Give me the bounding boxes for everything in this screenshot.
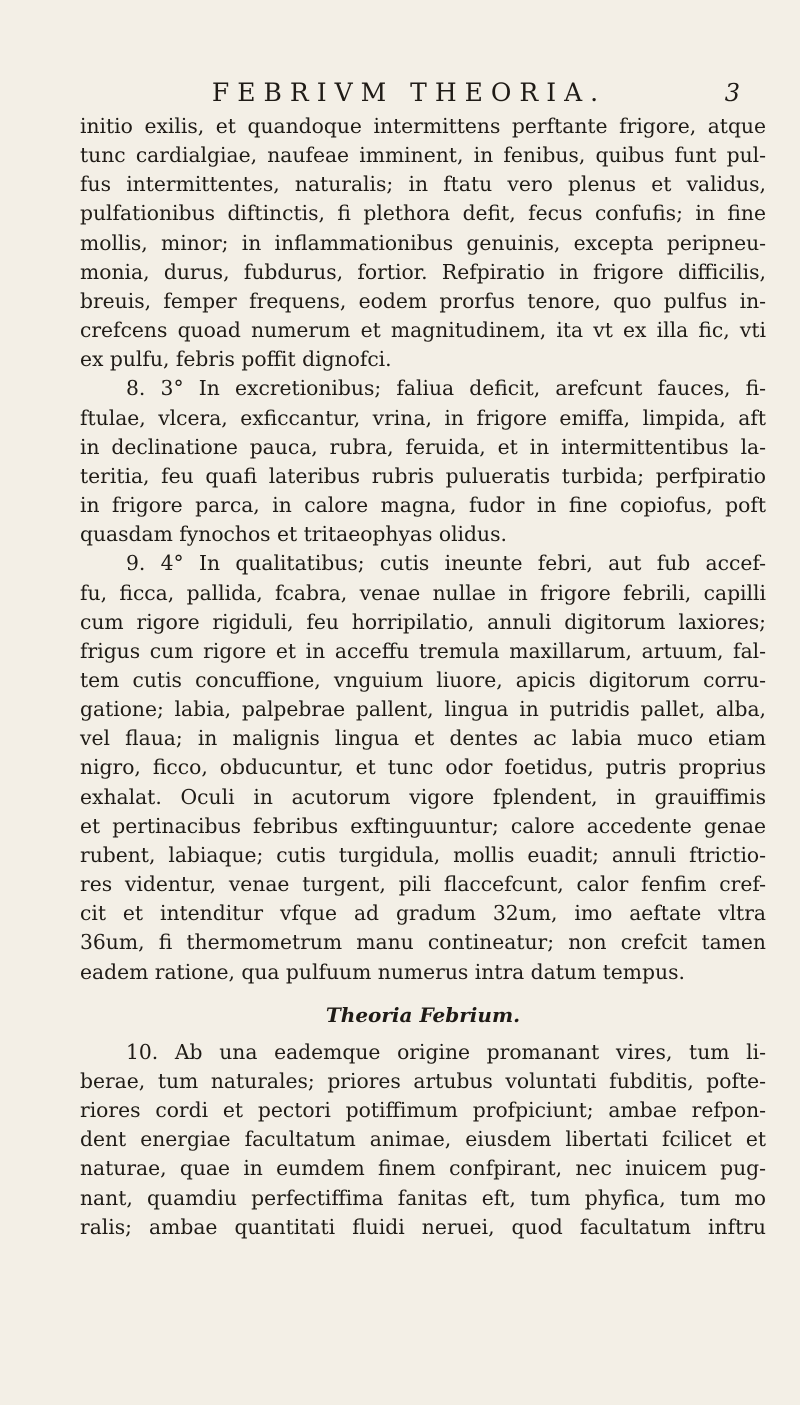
- text-line: initio exilis, et quandoque intermittens perftante frigore, atque: [80, 114, 766, 138]
- text-line: mollis, minor; in inflammationibus genuinis, excepta peripneu-: [80, 230, 766, 255]
- text-line: rubent, labiaque; cutis turgidula, mollis euadit; annuli ftrictio-: [80, 842, 766, 867]
- text-line: quasdam fynochos et tritaeophyas olidus.: [80, 522, 507, 547]
- text-line: 8. 3° In excretionibus; faliua deficit, arefcunt fauces, fi-: [126, 376, 766, 401]
- text-line: vel flaua; in malignis lingua et dentes ac labia muco etiam: [80, 726, 766, 751]
- text-line: ftulae, vlcera, exficcantur, vrina, in frigore emiffa, limpida, aft: [80, 405, 766, 430]
- page-number: 3: [724, 79, 740, 107]
- text-line: tem cutis concuffione, vnguium liuore, apicis digitorum corru-: [80, 667, 766, 692]
- text-line: in frigore parca, in calore magna, fudor in fine copiofus, poft: [80, 493, 766, 518]
- text-line: fu, ficca, pallida, fcabra, venae nullae in frigore febrili, capilli: [80, 580, 766, 605]
- text-line: dent energiae facultatum animae, eiusdem libertati fcilicet et: [80, 1127, 766, 1152]
- text-line: fus intermittentes, naturalis; in ftatu vero plenus et validus,: [80, 172, 766, 197]
- text-line: monia, durus, fubdurus, fortior. Refpiratio in frigore difficilis,: [80, 259, 766, 284]
- text-line: berae, tum naturales; priores artubus voluntati fubditis, pofte-: [80, 1069, 766, 1093]
- text-line: naturae, quae in eumdem finem confpirant, nec inuicem pug-: [80, 1156, 766, 1181]
- text-line: ex pulfu, febris poffit dignofci.: [80, 347, 392, 372]
- text-line: 36um, fi thermometrum manu contineatur; non crefcit tamen: [80, 930, 766, 955]
- text-line: nant, quamdiu perfectiffima fanitas eft, tum phyfica, tum mo: [80, 1185, 766, 1210]
- text-line: in declinatione pauca, rubra, feruida, et in intermittentibus la-: [80, 434, 766, 459]
- running-title: FEBRIVM THEORIA.: [211, 78, 607, 107]
- text-line: 10. Ab una eademque origine promanant vires, tum li-: [126, 1039, 766, 1064]
- text-line: riores cordi et pectori potiffimum profpiciunt; ambae refpon-: [80, 1098, 766, 1123]
- text-line: cum rigore rigiduli, feu horripilatio, annuli digitorum laxiores;: [80, 609, 766, 634]
- text-line: tunc cardialgiae, naufeae imminent, in fenibus, quibus funt pul-: [80, 143, 766, 168]
- text-line: nigro, ficco, obducuntur, et tunc odor foetidus, putris proprius: [80, 755, 766, 780]
- page-header: [88, 78, 740, 107]
- text-line: cit et intenditur vfque ad gradum 32um, imo aeftate vltra: [80, 901, 766, 926]
- text-line: eadem ratione, qua pulfuum numerus intra datum tempus.: [80, 959, 685, 984]
- body-text: [80, 112, 766, 1242]
- text-line: 9. 4° In qualitatibus; cutis ineunte febri, aut fub accef-: [126, 551, 766, 576]
- text-line: breuis, femper frequens, eodem prorfus tenore, quo pulfus in-: [80, 288, 766, 313]
- text-line: pulfationibus diftinctis, fi plethora defit, fecus confufis; in fine: [80, 201, 766, 226]
- text-line: crefcens quoad numerum et magnitudinem, ita vt ex illa fic, vti: [80, 318, 766, 343]
- text-line: exhalat. Oculi in acutorum vigore fplendent, in grauiffimis: [80, 784, 766, 809]
- text-line: res videntur, venae turgent, pili flaccefcunt, calor fenfim cref-: [80, 872, 766, 897]
- text-line: gatione; labia, palpebrae pallent, lingua in putridis pallet, alba,: [80, 697, 766, 722]
- text-line: frigus cum rigore et in acceffu tremula maxillarum, artuum, fal-: [80, 638, 766, 663]
- text-line: teritia, feu quafi lateribus rubris pulueratis turbida; perfpiratio: [80, 463, 766, 488]
- text-line: ralis; ambae quantitati fluidi neruei, quod facultatum inftru: [80, 1214, 766, 1239]
- text-line: et pertinacibus febribus exftinguuntur; calore accedente genae: [80, 813, 766, 838]
- section-heading: Theoria Febrium.: [325, 1002, 521, 1027]
